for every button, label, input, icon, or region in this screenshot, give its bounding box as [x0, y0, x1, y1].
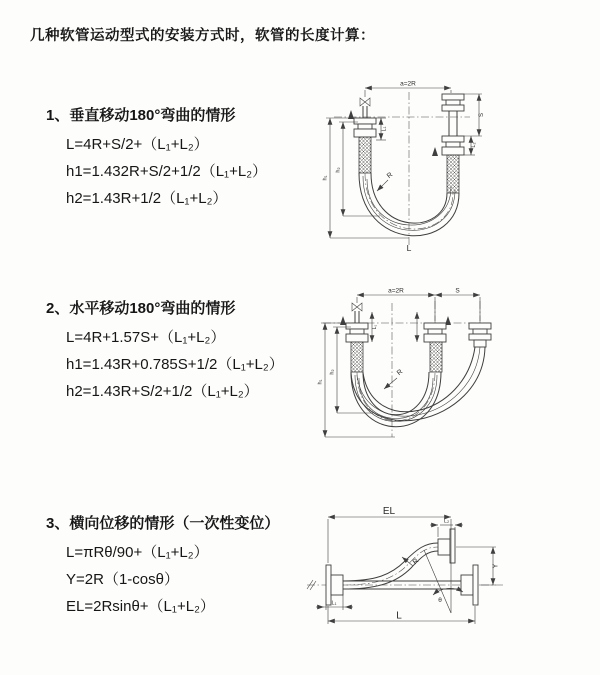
dim-a-label: a=2R [388, 287, 404, 295]
length-label: L [406, 243, 412, 253]
dim-a-2r [357, 288, 435, 322]
formula-h2: h2=1.43R+1/2（L₁+L₂） [66, 190, 228, 207]
dim-h1-label: h₁ [317, 379, 324, 385]
radius-label: R [411, 557, 421, 567]
valve-icon [360, 98, 370, 118]
dim-s-label: S [455, 287, 460, 295]
shifted-hose-end-fitting [469, 323, 491, 347]
dim-h1-label: h₁ [322, 175, 329, 181]
dim-l1-label: L₁ [381, 126, 388, 132]
dim-a-label: a=2R [400, 80, 416, 88]
diagram-2-drawing [315, 285, 500, 453]
valve-icon [352, 303, 362, 323]
dim-h2-label: h₂ [329, 369, 336, 375]
section-horizontal-movement [46, 299, 284, 402]
diagram-horizontal-180-bend [315, 285, 500, 453]
diagram-3-drawing [303, 503, 508, 633]
section-2-heading: 2、水平移动180°弯曲的情形 [46, 300, 236, 317]
page-title: 几种软管运动型式的安装方式时，软管的长度计算： [30, 28, 375, 44]
left-hose-end-fitting [354, 118, 376, 173]
dim-l1 [372, 312, 417, 342]
dim-h2-label: h₂ [335, 167, 342, 173]
formula-l: L=4R+1.57S+（L₁+L₂） [66, 329, 226, 346]
angle-theta-label: θ [438, 597, 442, 604]
radius-label: R [385, 171, 395, 181]
dim-s-label: S [479, 112, 485, 118]
left-flange [326, 565, 343, 605]
section-vertical-movement [46, 106, 267, 209]
section-1-heading: 1、垂直移动180°弯曲的情形 [46, 107, 236, 124]
radius-callout [384, 369, 404, 389]
dim-l [328, 606, 475, 624]
dim-l-label: L [396, 610, 402, 622]
dim-el-label: EL [382, 506, 396, 517]
section-lateral-displacement [46, 514, 279, 617]
dim-s [435, 288, 480, 322]
dim-l1 [376, 118, 388, 140]
radius-callout [377, 172, 394, 191]
dim-l2-label: L₂ [471, 142, 477, 148]
diagram-1-drawing [318, 78, 488, 254]
dim-el [328, 506, 451, 613]
formula-h1: h1=1.432R+S/2+1/2（L₁+L₂） [66, 163, 268, 180]
upper-flange-displaced [438, 529, 455, 563]
formula-h2: h2=1.43R+S/2+1/2（L₁+L₂） [66, 383, 259, 400]
dim-l2 [464, 136, 477, 155]
dim-l2-label: L₂ [443, 518, 450, 525]
section-3-heading: 3、横向位移的情形（一次性变位） [46, 515, 280, 532]
dim-s [464, 94, 485, 136]
middle-hose-end-fitting [424, 323, 446, 372]
radius-label: R [395, 368, 405, 378]
diagram-lateral-displacement [303, 503, 508, 633]
hose-s-curve [343, 543, 438, 589]
dim-l1-label: L₁ [372, 324, 378, 330]
formula-l: L=πRθ/90+（L₁+L₂） [66, 544, 209, 561]
formula-y: Y=2R（1-cosθ） [66, 571, 179, 588]
left-hose-end-fitting [346, 323, 368, 372]
hose-shifted-curves [351, 347, 485, 421]
dim-l1 [316, 595, 353, 610]
right-hose-end-fitting [442, 94, 464, 193]
dim-y-label: Y [492, 563, 500, 569]
dim-a-2r [365, 81, 451, 98]
diagram-vertical-180-bend [318, 78, 488, 254]
dim-l2 [430, 519, 463, 538]
formula-l: L=4R+S/2+（L₁+L₂） [66, 136, 209, 153]
right-flange [461, 565, 478, 605]
formula-el: EL=2Rsinθ+（L₁+L₂） [66, 598, 215, 615]
formula-h1: h1=1.43R+0.785S+1/2（L₁+L₂） [66, 356, 284, 373]
dim-l1-label: L₁ [331, 600, 337, 607]
